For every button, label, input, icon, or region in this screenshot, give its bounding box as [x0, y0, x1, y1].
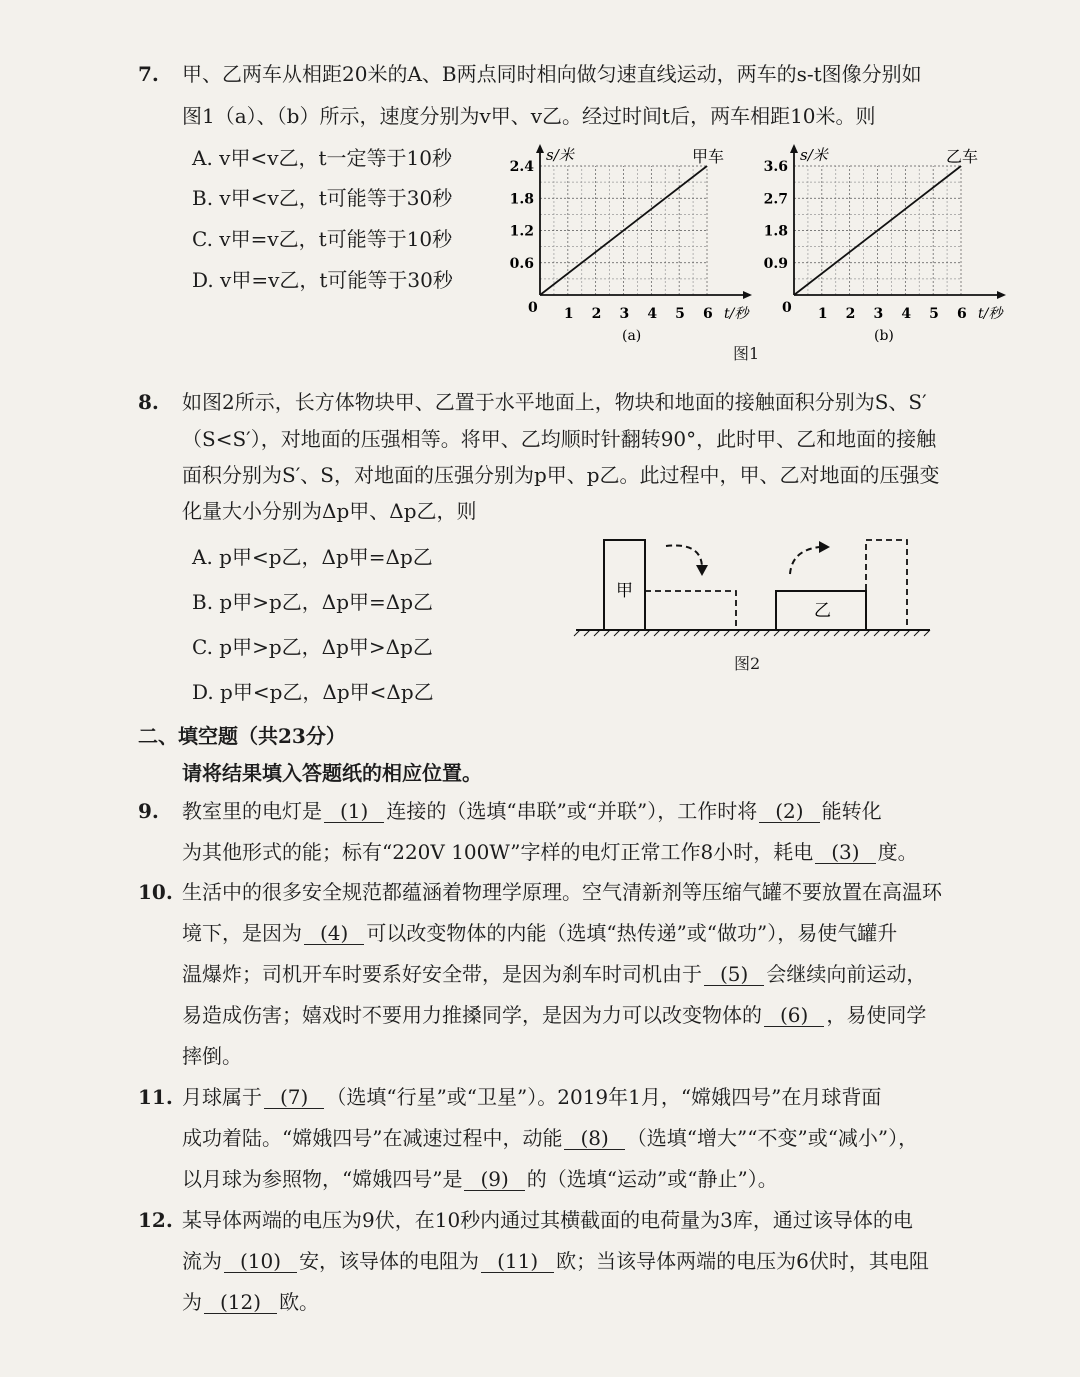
- blank-9: (9): [464, 1168, 524, 1191]
- chart-b-series-label: 乙车: [946, 147, 979, 166]
- chart-a-xtick: 6: [703, 306, 713, 322]
- blank-3: (3): [815, 841, 875, 864]
- q9-text3: 能转化: [821, 799, 882, 823]
- q9-text1: 教室里的电灯是: [182, 799, 322, 823]
- chart-b-origin: 0: [782, 300, 792, 316]
- blank-4: (4): [304, 922, 364, 945]
- chart-a-xtick: 3: [619, 306, 630, 322]
- chart-b-xlabel: t/秒: [978, 306, 1003, 322]
- q8-stem-line4: 化量大小分别为Δp甲、Δp乙，则: [182, 499, 477, 523]
- q10-line5: 摔倒。: [182, 1044, 242, 1068]
- arrow-jia-head: [696, 565, 708, 576]
- chart-b-xtick: 5: [929, 306, 939, 322]
- q7-option-d: D. v甲=v乙，t可能等于30秒: [192, 268, 453, 292]
- chart-a-xtick: 1: [563, 306, 574, 322]
- q11-text6: 的（选填“运动”或“静止”）。: [526, 1167, 778, 1191]
- chart-b-y-arrow: [790, 144, 798, 153]
- chart-a: [500, 140, 762, 346]
- q11-number: 11.: [138, 1085, 173, 1109]
- blank-10: (10): [224, 1250, 297, 1273]
- q7-option-c: C. v甲=v乙，t可能等于10秒: [192, 227, 453, 251]
- q11-text4: （选填“增大”“不变”或“减小”），: [626, 1126, 919, 1150]
- q8-option-a: A. p甲<p乙，Δp甲=Δp乙: [192, 545, 433, 569]
- blank-7: (7): [264, 1086, 324, 1109]
- blank-12: (12): [204, 1291, 277, 1314]
- chart-a-y-arrow: [536, 144, 544, 153]
- section2-instruction: 请将结果填入答题纸的相应位置。: [182, 761, 482, 785]
- q11-text2: （选填“行星”或“卫星”）。2019年1月，“嫦娥四号”在月球背面: [326, 1085, 882, 1109]
- q11-text1: 月球属于: [182, 1085, 262, 1109]
- q8-stem-line2: （S<S′），对地面的压强相等。将甲、乙均顺时针翻转90°，此时甲、乙和地面的接触: [182, 427, 937, 451]
- q7-stem-line1: 甲、乙两车从相距20米的A、B两点同时相向做匀速直线运动，两车的s-t图像分别如: [182, 62, 922, 86]
- chart-b-xtick: 2: [845, 306, 856, 322]
- q11-text5: 以月球为参照物，“嫦娥四号”是: [182, 1167, 463, 1191]
- arrow-yi-rotation: [790, 547, 820, 574]
- blank-11: (11): [481, 1250, 554, 1273]
- arrow-jia-rotation: [666, 545, 702, 568]
- chart-a-series-label: 甲车: [692, 147, 725, 166]
- q10-text6: ，易使同学: [826, 1003, 927, 1027]
- q9-line1: [182, 799, 882, 823]
- q10-line3: [182, 962, 926, 986]
- q11-line3: [182, 1167, 778, 1191]
- q8-option-d: D. p甲<p乙，Δp甲<Δp乙: [192, 680, 434, 704]
- blank-1: (1): [324, 800, 384, 823]
- chart-a-xlabel: t/秒: [724, 306, 749, 322]
- q9-text4: 为其他形式的能；标有“220V 100W”字样的电灯正常工作8小时，耗电: [182, 840, 814, 864]
- chart-a-caption: (a): [622, 328, 642, 344]
- chart-b: [754, 140, 1016, 346]
- q7-option-a: A. v甲<v乙，t一定等于10秒: [192, 146, 452, 170]
- chart-a-ytick: 2.4: [509, 159, 534, 175]
- chart-a-ytick: 1.8: [509, 191, 534, 208]
- q12-line1: 某导体两端的电压为9伏，在10秒内通过其横截面的电荷量为3库，通过该导体的电: [182, 1208, 913, 1232]
- chart-b-ytick: 2.7: [763, 191, 788, 208]
- q10-line1: 生活中的很多安全规范都蕴涵着物理学原理。空气清新剂等压缩气罐不要放置在高温环: [182, 880, 942, 904]
- blank-2: (2): [759, 800, 819, 823]
- chart-a-ylabel: s/米: [546, 146, 574, 164]
- q10-line4: [182, 1003, 926, 1027]
- q12-line3: [182, 1290, 319, 1314]
- q11-text3: 成功着陆。“嫦娥四号”在减速过程中，动能: [182, 1126, 563, 1150]
- chart-b-xtick: 1: [817, 306, 828, 322]
- chart-a-x-arrow: [743, 291, 752, 299]
- q10-number: 10.: [138, 880, 173, 904]
- q10-text1: 境下，是因为: [182, 921, 302, 945]
- chart-b-xtick: 4: [901, 306, 912, 322]
- q8-stem-line3: 面积分别为S′、S，对地面的压强分别为p甲、p乙。此过程中，甲、乙对地面的压强变: [182, 463, 940, 487]
- q10-text3: 温爆炸；司机开车时要系好安全带，是因为刹车时司机由于: [182, 962, 702, 986]
- q12-text2: 安，该导体的电阻为: [299, 1249, 480, 1273]
- chart-a-origin: 0: [528, 300, 538, 316]
- arrow-yi-head: [819, 541, 830, 553]
- q9-line2: [182, 840, 918, 864]
- block-jia-label: 甲: [616, 581, 633, 601]
- chart-a-xtick: 2: [591, 306, 602, 322]
- chart-b-x-arrow: [997, 291, 1006, 299]
- q12-text4: 为: [182, 1290, 202, 1314]
- q7-option-b: B. v甲<v乙，t可能等于30秒: [192, 186, 453, 210]
- q11-line2: [182, 1126, 918, 1150]
- q8-option-b: B. p甲>p乙，Δp甲=Δp乙: [192, 590, 434, 614]
- blank-5: (5): [704, 963, 764, 986]
- chart-a-ytick: 0.6: [509, 255, 534, 272]
- q9-text5: 度。: [877, 840, 918, 864]
- figure2-caption: 图2: [734, 654, 761, 673]
- q10-line2: [182, 921, 897, 945]
- chart-a-xtick: 4: [647, 306, 658, 322]
- blank-8: (8): [564, 1127, 624, 1150]
- figure1-caption: 图1: [733, 344, 760, 363]
- q12-number: 12.: [138, 1208, 173, 1232]
- block-yi-label: 乙: [814, 601, 831, 621]
- chart-b-ytick: 1.8: [763, 223, 788, 240]
- chart-b-caption: (b): [874, 328, 894, 344]
- q12-text5: 欧。: [279, 1290, 320, 1314]
- q12-text3: 欧；当该导体两端的电压为6伏时，其电阻: [556, 1249, 929, 1273]
- q8-number: 8.: [138, 390, 159, 414]
- q8-stem-line1: 如图2所示，长方体物块甲、乙置于水平地面上，物块和地面的接触面积分别为S、S′: [182, 390, 927, 414]
- q7-stem-line2: 图1（a）、（b）所示，速度分别为v甲、v乙。经过时间t后，两车相距10米。则: [182, 104, 876, 128]
- q12-line2: [182, 1249, 929, 1273]
- chart-b-ylabel: s/米: [800, 146, 828, 164]
- chart-b-xtick: 3: [873, 306, 884, 322]
- q10-text2: 可以改变物体的内能（选填“热传递”或“做功”），易使气罐升: [366, 921, 898, 945]
- block-yi-rotated-dashed: [866, 540, 907, 630]
- q9-text2: 连接的（选填“串联”或“并联”），工作时将: [386, 799, 758, 823]
- q7-number: 7.: [138, 62, 159, 86]
- q12-text1: 流为: [182, 1249, 222, 1273]
- q11-line1: [182, 1085, 881, 1109]
- figure2-diagram: [570, 530, 940, 650]
- q10-text4: 会继续向前运动，: [766, 962, 927, 986]
- chart-a-ytick: 1.2: [509, 223, 534, 240]
- chart-b-xtick: 6: [957, 306, 967, 322]
- q10-text5: 易造成伤害；嬉戏时不要用力推搡同学，是因为力可以改变物体的: [182, 1003, 762, 1027]
- blank-6: (6): [764, 1004, 824, 1027]
- section2-title: 二、填空题（共23分）: [138, 724, 346, 748]
- chart-b-ytick: 0.9: [763, 255, 788, 272]
- chart-a-xtick: 5: [675, 306, 685, 322]
- block-jia-rotated-dashed: [645, 591, 736, 630]
- q8-option-c: C. p甲>p乙，Δp甲>Δp乙: [192, 635, 433, 659]
- q9-number: 9.: [138, 799, 159, 823]
- chart-b-ytick: 3.6: [763, 159, 788, 175]
